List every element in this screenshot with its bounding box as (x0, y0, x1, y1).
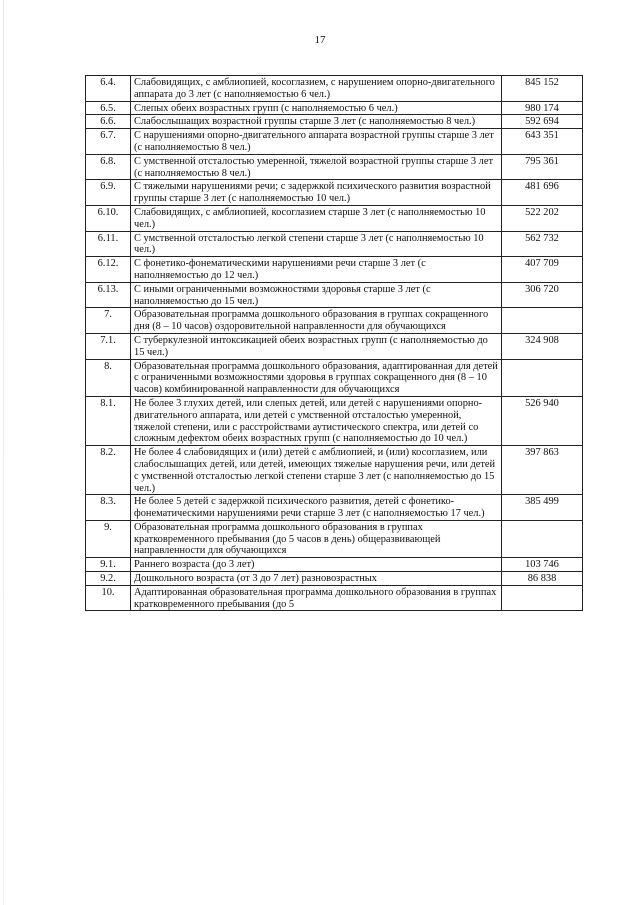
row-number: 6.9. (86, 180, 131, 206)
row-value (502, 585, 583, 611)
row-description: С нарушениями опорно-двигательного аппарата возрастной группы старше 3 лет (с наполняемостью 8 чел.) (131, 129, 502, 155)
row-number: 7. (86, 308, 131, 334)
row-number: 9.1. (86, 558, 131, 572)
table-row (86, 585, 583, 611)
table-row (86, 572, 583, 586)
row-description: Образовательная программа дошкольного образования в группах кратковременного пребывания (до 5 часов в день) общеразвивающей направленности для обучающихся (131, 520, 502, 557)
row-value: 643 351 (502, 129, 583, 155)
row-number: 6.11. (86, 231, 131, 257)
row-value (502, 308, 583, 334)
table-row (86, 495, 583, 521)
row-number: 8.2. (86, 446, 131, 495)
row-description: Образовательная программа дошкольного образования в группах сокращенного дня (8 – 10 часов) оздоровительной направленности для обучающихся (131, 308, 502, 334)
table-row (86, 558, 583, 572)
table-row (86, 180, 583, 206)
table-row (86, 333, 583, 359)
row-value: 385 499 (502, 495, 583, 521)
row-description: Адаптированная образовательная программа дошкольного образования в группах кратковременного пребывания (до 5 (131, 585, 502, 611)
row-description: Не более 5 детей с задержкой психического развития, детей с фонетико-фонематическими нарушениями речи старше 3 лет (с наполняемостью 17 чел.) (131, 495, 502, 521)
row-number: 6.7. (86, 129, 131, 155)
tariff-table (85, 75, 583, 611)
row-number: 8. (86, 359, 131, 396)
row-value (502, 520, 583, 557)
row-description: С фонетико-фонематическими нарушениями речи старше 3 лет (с наполняемостью до 12 чел.) (131, 257, 502, 283)
row-description: С умственной отсталостью легкой степени старше 3 лет (с наполняемостью 10 чел.) (131, 231, 502, 257)
row-description: Дошкольного возраста (от 3 до 7 лет) разновозрастных (131, 572, 502, 586)
row-value: 86 838 (502, 572, 583, 586)
scan-edge (3, 0, 4, 905)
row-value: 592 694 (502, 115, 583, 129)
table-row (86, 359, 583, 396)
table-row (86, 76, 583, 102)
row-description: Не более 4 слабовидящих и (или) детей с амблиопией, и (или) косоглазием, или слабослышащих детей, или детей, имеющих тяжелые нарушения речи, или детей с умственной отсталостью легкой степени старше 3 лет (с наполняемостью до 15 чел.) (131, 446, 502, 495)
row-number: 6.12. (86, 257, 131, 283)
row-number: 9.2. (86, 572, 131, 586)
table-row (86, 520, 583, 557)
table-row (86, 101, 583, 115)
row-description: С умственной отсталостью умеренной, тяжелой возрастной группы старше 3 лет (с наполняемостью 8 чел.) (131, 154, 502, 180)
row-number: 9. (86, 520, 131, 557)
row-value: 103 746 (502, 558, 583, 572)
table-row (86, 396, 583, 445)
row-number: 6.5. (86, 101, 131, 115)
row-description: Слепых обеих возрастных групп (с наполняемостью 6 чел.) (131, 101, 502, 115)
row-value: 407 709 (502, 257, 583, 283)
row-number: 6.13. (86, 282, 131, 308)
row-value: 795 361 (502, 154, 583, 180)
row-description: С тяжелыми нарушениями речи; с задержкой психического развития возрастной группы старше 3 лет (с наполняемостью 10 чел.) (131, 180, 502, 206)
table-row (86, 257, 583, 283)
row-description: Не более 3 глухих детей, или слепых детей, или детей с нарушениями опорно-двигательного аппарата, или детей с умственной отсталостью умеренной, тяжелой степени, или с расстройствами аутистического спектра, или детей со сложным дефектом обеих возрастных групп (с наполняемостью до 10 чел.) (131, 396, 502, 445)
row-description: Раннего возраста (до 3 лет) (131, 558, 502, 572)
row-description: Слабовидящих, с амблиопией, косоглазием старше 3 лет (с наполняемостью 10 чел.) (131, 205, 502, 231)
table-row (86, 154, 583, 180)
table-row (86, 308, 583, 334)
row-value: 526 940 (502, 396, 583, 445)
row-number: 6.6. (86, 115, 131, 129)
row-value: 397 863 (502, 446, 583, 495)
row-number: 8.3. (86, 495, 131, 521)
row-number: 8.1. (86, 396, 131, 445)
row-value: 481 696 (502, 180, 583, 206)
table-row (86, 231, 583, 257)
table-body (86, 76, 583, 611)
row-number: 10. (86, 585, 131, 611)
table-row (86, 446, 583, 495)
row-description: С туберкулезной интоксикацией обеих возрастных групп (с наполняемостью до 15 чел.) (131, 333, 502, 359)
row-value: 562 732 (502, 231, 583, 257)
row-value (502, 359, 583, 396)
row-description: Образовательная программа дошкольного образования, адаптированная для детей с ограниченными возможностями здоровья в группах сокращенного дня (8 – 10 часов) комбинированной направленности для обучающихся (131, 359, 502, 396)
page-number: 17 (314, 34, 326, 46)
row-description: Слабовидящих, с амблиопией, косоглазием, с нарушением опорно-двигательного аппарата до 3 лет (с наполняемостью 6 чел.) (131, 76, 502, 102)
row-number: 7.1. (86, 333, 131, 359)
row-value: 980 174 (502, 101, 583, 115)
row-value: 522 202 (502, 205, 583, 231)
row-number: 6.8. (86, 154, 131, 180)
row-number: 6.10. (86, 205, 131, 231)
row-description: С иными ограниченными возможностями здоровья старше 3 лет (с наполняемостью до 15 чел.) (131, 282, 502, 308)
table-row (86, 129, 583, 155)
row-number: 6.4. (86, 76, 131, 102)
row-value: 845 152 (502, 76, 583, 102)
table-row (86, 115, 583, 129)
row-description: Слабослышащих возрастной группы старше 3 лет (с наполняемостью 8 чел.) (131, 115, 502, 129)
row-value: 306 720 (502, 282, 583, 308)
row-value: 324 908 (502, 333, 583, 359)
table-row (86, 205, 583, 231)
table-row (86, 282, 583, 308)
